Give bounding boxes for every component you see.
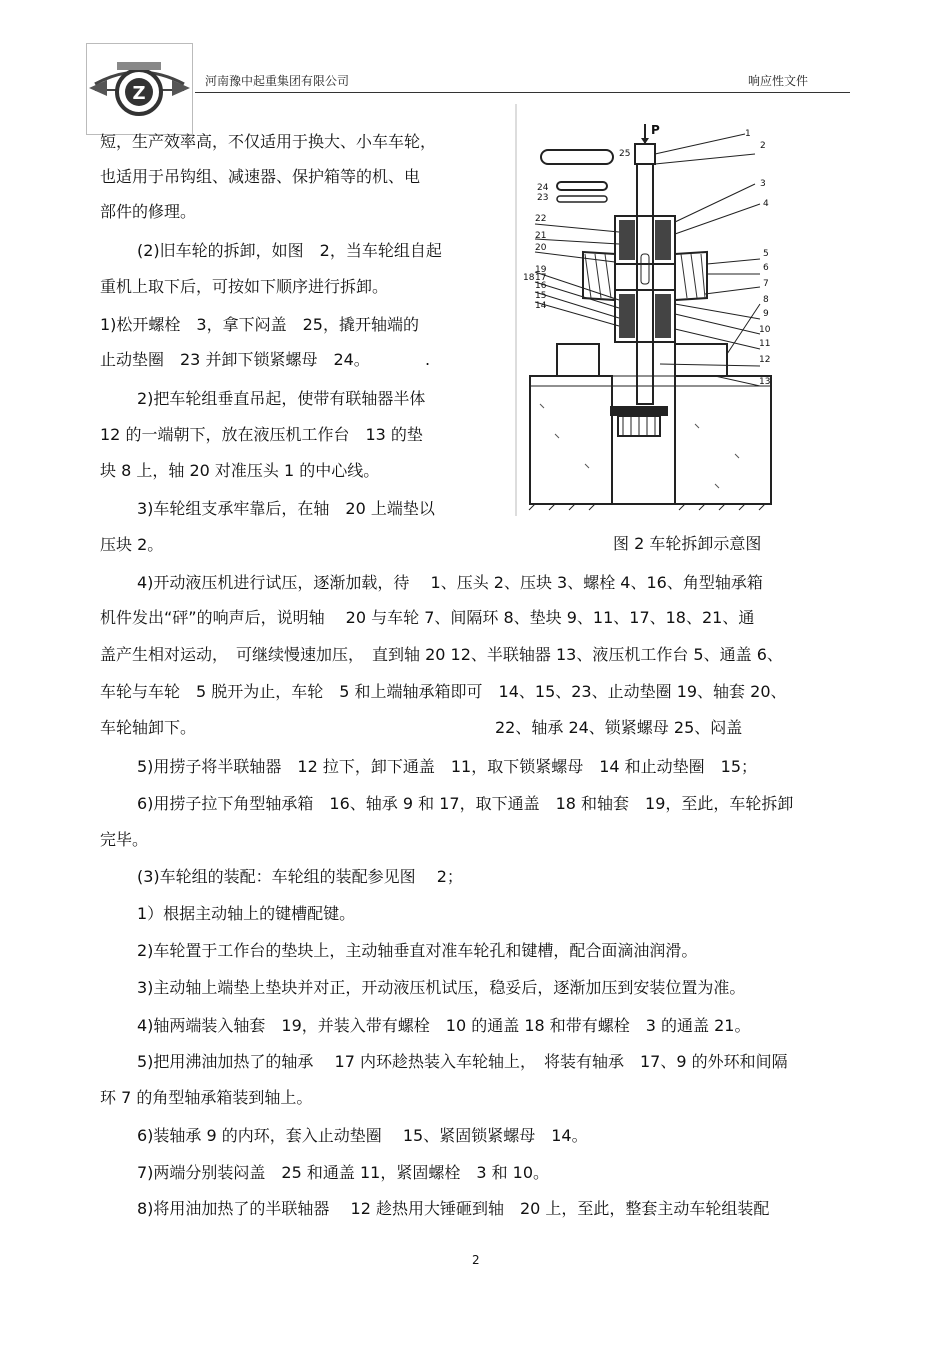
text-line: 环 7 的角型轴承箱装到轴上。 — [100, 1088, 313, 1107]
callout-14: 14 — [535, 301, 547, 311]
callout-3: 3 — [760, 179, 766, 189]
text-line: 3)主动轴上端垫上垫块并对正，开动液压机试压，稳妥后，逐渐加压到安装位置为准。 — [137, 978, 746, 997]
page-number: 2 — [472, 1253, 480, 1267]
callout-16: 16 — [535, 281, 547, 291]
company-logo — [86, 43, 193, 135]
text-line: 部件的修理。 — [100, 202, 197, 221]
callout-4: 4 — [763, 199, 769, 209]
text-line: 2)把车轮组垂直吊起，使带有联轴器半体 — [137, 389, 426, 408]
callout-17: 17 — [535, 273, 547, 283]
header-document-type: 响应性文件 — [748, 74, 809, 88]
text-line: 止动垫圈 23 并卸下锁紧螺母 24。 — [100, 350, 370, 369]
callout-23: 23 — [537, 193, 549, 203]
wheel-disassembly-figure — [515, 104, 783, 516]
wheel-disassembly-diagram — [515, 104, 783, 516]
logo-letter: Z — [132, 83, 146, 104]
callout-12: 12 — [759, 355, 771, 365]
header-rule — [195, 92, 850, 93]
text-line: 5)用捞子将半联轴器 12 拉下，卸下通盖 11，取下锁紧螺母 14 和止动垫圈 15； — [137, 757, 758, 776]
callout-25: 25 — [619, 149, 631, 159]
callout-2: 2 — [760, 141, 766, 151]
text-line: 22、轴承 24、锁紧螺母 25、闷盖 — [495, 718, 743, 737]
callout-11: 11 — [759, 339, 771, 349]
text-line: 1）根据主动轴上的键槽配键。 — [137, 904, 356, 923]
callout-10: 10 — [759, 325, 771, 335]
callout-20: 20 — [535, 243, 547, 253]
text-line: 12 的一端朝下，放在液压机工作台 13 的垫 — [100, 425, 423, 444]
text-line: 8)将用油加热了的半联轴器 12 趁热用大锤砸到轴 20 上，至此，整套主动车轮组装配 — [137, 1199, 770, 1218]
callout-21: 21 — [535, 231, 547, 241]
text-line: 3)车轮组支承牢靠后，在轴 20 上端垫以 — [137, 499, 435, 518]
callout-19: 19 — [535, 265, 547, 275]
text-line: 6)用捞子拉下角型轴承箱 16、轴承 9 和 17，取下通盖 18 和轴套 19，至此，车轮拆卸 — [137, 794, 794, 813]
text-line: 1)松开螺栓 3，拿下闷盖 25，撬开轴端的 — [100, 315, 419, 334]
text-line: 车轮与车轮 5 脱开为止，车轮 5 和上端轴承箱即可 14、15、23、止动垫圈 19、轴套 20、 — [100, 682, 787, 701]
text-line: 重机上取下后，可按如下顺序进行拆卸。 — [100, 277, 389, 296]
text-line: 4)开动液压机进行试压，逐渐加载，待 1、压头 2、压块 3、螺栓 4、16、角型轴承箱 — [137, 573, 763, 592]
callout-22: 22 — [535, 214, 547, 224]
stray-dot: . — [425, 350, 431, 369]
logo-emblem-icon — [87, 44, 192, 134]
text-line: 机件发出“砰”的响声后，说明轴 20 与车轮 7、间隔环 8、垫块 9、11、17、18、21、通 — [100, 608, 755, 627]
callout-6: 6 — [763, 263, 769, 273]
text-line: 6)装轴承 9 的内环，套入止动垫圈 15、紧固锁紧螺母 14。 — [137, 1126, 588, 1145]
callout-1: 1 — [745, 129, 751, 139]
text-line: 5)把用沸油加热了的轴承 17 内环趁热装入车轮轴上， 将装有轴承 17、9 的外环和间隔 — [137, 1052, 788, 1071]
text-line: 2)车轮置于工作台的垫块上，主动轴垂直对准车轮孔和键槽，配合面滴油润滑。 — [137, 941, 698, 960]
callout-9: 9 — [763, 309, 769, 319]
header-company-name: 河南豫中起重集团有限公司 — [205, 74, 350, 88]
callout-18: 18 — [523, 273, 535, 283]
text-line: 压块 2。 — [100, 535, 164, 554]
text-line: 车轮轴卸下。 — [100, 718, 197, 737]
text-line: 4)轴两端装入轴套 19，并装入带有螺栓 10 的通盖 18 和带有螺栓 3 的通盖 21。 — [137, 1016, 751, 1035]
callout-p: P — [651, 123, 660, 137]
text-line: 7)两端分别装闷盖 25 和通盖 11，紧固螺栓 3 和 10。 — [137, 1163, 550, 1182]
callout-24: 24 — [537, 183, 549, 193]
callout-13: 13 — [759, 377, 771, 387]
text-line: (3)车轮组的装配：车轮组的装配参见图 2； — [137, 867, 463, 886]
text-line: 盖产生相对运动， 可继续慢速加压， 直到轴 20 12、半联轴器 13、液压机工作台 5、通盖 6、 — [100, 645, 783, 664]
text-line: 完毕。 — [100, 830, 149, 849]
text-line: 也适用于吊钩组、减速器、保护箱等的机、电 — [100, 167, 421, 186]
text-line: (2)旧车轮的拆卸，如图 2，当车轮组自起 — [137, 241, 442, 260]
text-line: 块 8 上，轴 20 对准压头 1 的中心线。 — [100, 461, 380, 480]
callout-7: 7 — [763, 279, 769, 289]
callout-5: 5 — [763, 249, 769, 259]
text-line: 短，生产效率高，不仅适用于换大、小车车轮， — [100, 132, 437, 151]
callout-15: 15 — [535, 291, 547, 301]
callout-8: 8 — [763, 295, 769, 305]
figure-caption: 图 2 车轮拆卸示意图 — [613, 534, 762, 553]
